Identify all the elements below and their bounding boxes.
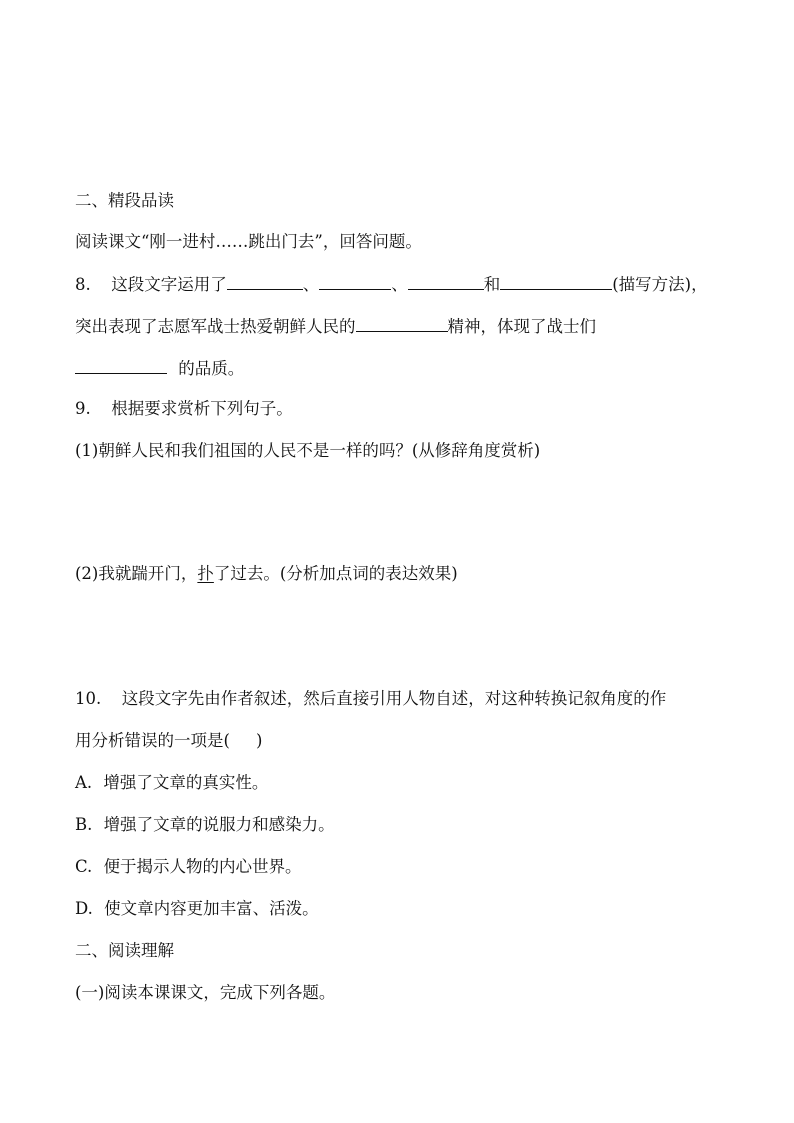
- question-9: 9. 根据要求赏析下列句子。: [75, 399, 293, 418]
- question-number: 9.: [75, 399, 91, 418]
- question-8-line-2: 突出表现了志愿军战士热爱朝鲜人民的 精神，体现了战士们: [75, 317, 596, 336]
- fill-blank[interactable]: [227, 273, 303, 290]
- fill-blank[interactable]: [356, 315, 448, 332]
- option-c[interactable]: C. 便于揭示人物的内心世界。: [75, 857, 302, 876]
- option-b[interactable]: B. 增强了文章的说服力和感染力。: [75, 815, 335, 834]
- question-9-sub-1: (1)朝鲜人民和我们祖国的人民不是一样的吗？(从修辞角度赏析): [75, 441, 541, 460]
- question-9-sub-2: (2)我就踹开门，扑了过去。(分析加点词的表达效果): [75, 564, 458, 583]
- option-d[interactable]: D. 使文章内容更加丰富、活泼。: [75, 899, 319, 918]
- question-number: 10.: [75, 689, 102, 708]
- question-8-line-1: 8. 这段文字运用了 、 、 和 (描写方法)，: [75, 275, 708, 294]
- reading-instruction: 阅读课文“刚一进村……跳出门去”，回答问题。: [75, 232, 422, 251]
- option-a[interactable]: A. 增强了文章的真实性。: [75, 773, 269, 792]
- section-heading: 二、精段品读: [75, 191, 174, 210]
- fill-blank[interactable]: [500, 273, 612, 290]
- section-heading: 二、阅读理解: [75, 941, 174, 960]
- emphasized-word: 扑: [197, 564, 214, 583]
- question-10-line-2: 用分析错误的一项是( ): [75, 731, 263, 750]
- fill-blank[interactable]: [319, 273, 391, 290]
- question-10-line-1: 10. 这段文字先由作者叙述，然后直接引用人物自述，对这种转换记叙角度的作: [75, 689, 667, 708]
- question-8-line-3: 的品质。: [75, 357, 244, 380]
- fill-blank[interactable]: [408, 273, 484, 290]
- sub-heading: (一)阅读本课课文，完成下列各题。: [75, 983, 336, 1002]
- question-number: 8.: [75, 275, 91, 294]
- fill-blank[interactable]: [75, 357, 167, 374]
